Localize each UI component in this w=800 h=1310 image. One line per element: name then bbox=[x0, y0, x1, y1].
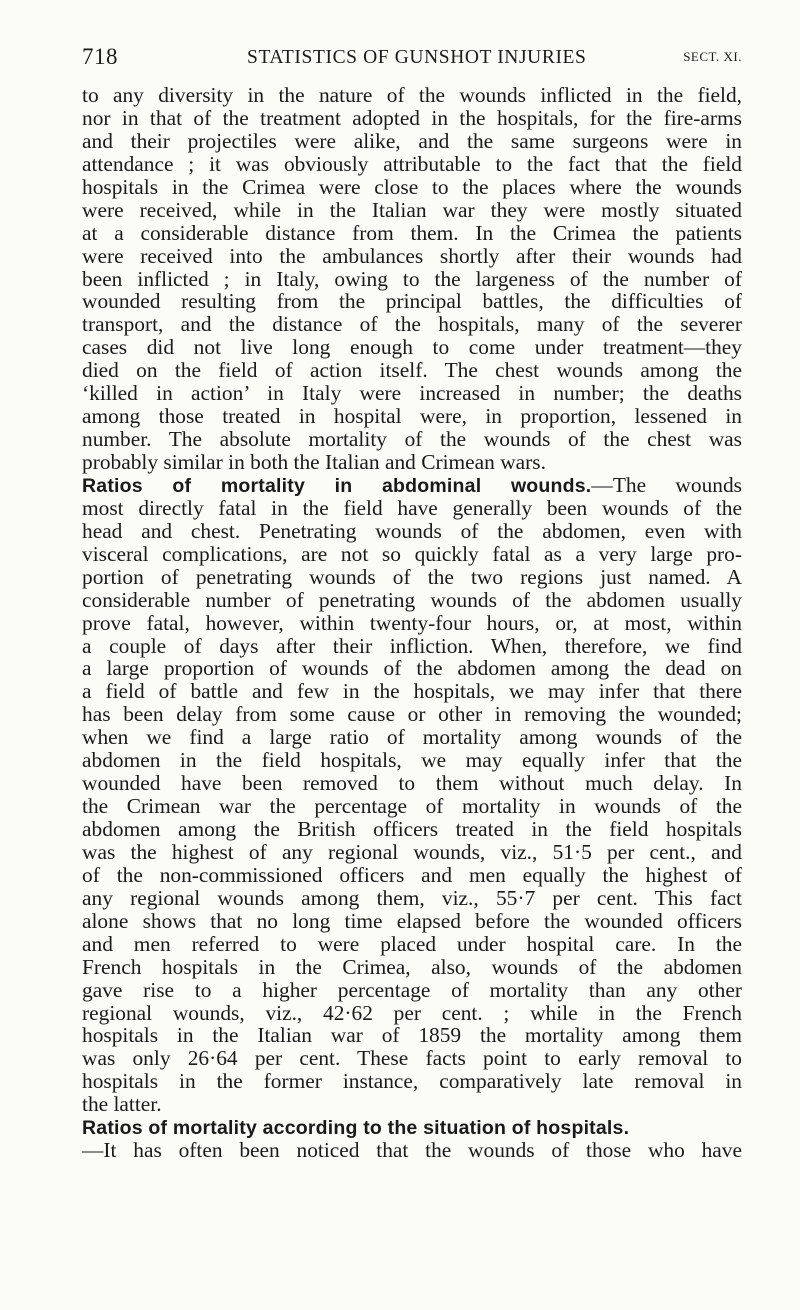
text-line bbox=[82, 795, 742, 818]
line-text: gave rise to a higher percentage of mortality than any other bbox=[82, 977, 742, 1002]
text-line bbox=[82, 84, 742, 107]
line-text: attendance ; it was obviously attributable to the fact that the field bbox=[82, 151, 742, 176]
line-text: and men referred to were placed under hospital care. In the bbox=[82, 931, 742, 956]
text-line bbox=[82, 130, 742, 153]
text-line bbox=[82, 772, 742, 795]
line-text: ‘killed in action’ in Italy were increased in number; the deaths bbox=[82, 381, 742, 406]
section-heading: Ratios of mortality in abdominal wounds. bbox=[82, 474, 592, 497]
line-text: of the non-commissioned officers and men equally the highest of bbox=[82, 862, 742, 887]
text-line bbox=[82, 635, 742, 658]
text-line bbox=[82, 657, 742, 680]
text-line bbox=[82, 1070, 742, 1093]
line-text: died on the field of action itself. The chest wounds among the bbox=[82, 358, 742, 383]
running-header bbox=[82, 44, 742, 74]
text-line bbox=[82, 543, 742, 566]
line-text: and their projectiles were alike, and the same surgeons were in bbox=[82, 128, 742, 153]
text-line bbox=[82, 1002, 742, 1025]
line-text: considerable number of penetrating wounds of the abdomen usually bbox=[82, 587, 742, 612]
line-text: when we find a large ratio of mortality among wounds of the bbox=[82, 725, 742, 750]
text-line bbox=[82, 268, 742, 291]
text-line bbox=[82, 680, 742, 703]
text-line bbox=[82, 1139, 742, 1162]
line-text: portion of penetrating wounds of the two regions just named. A bbox=[82, 564, 742, 589]
text-line bbox=[82, 222, 742, 245]
line-text: were received, while in the Italian war they were mostly situated bbox=[82, 197, 742, 222]
line-text: visceral complications, are not so quickly fatal as a very large pro- bbox=[82, 541, 742, 566]
text-line bbox=[82, 359, 742, 382]
line-text: was the highest of any regional wounds, viz., 51·5 per cent., and bbox=[82, 839, 742, 864]
section-heading: Ratios of mortality according to the situation of hospitals. bbox=[82, 1117, 630, 1140]
text-line bbox=[82, 612, 742, 635]
text-line bbox=[82, 497, 742, 520]
line-text: wounded have been removed to them without much delay. In bbox=[82, 771, 742, 796]
line-text: regional wounds, viz., 42·62 per cent. ; while in the French bbox=[82, 1000, 742, 1025]
text-line bbox=[82, 726, 742, 749]
text-line bbox=[82, 749, 742, 772]
line-text: were received into the ambulances shortly after their wounds had bbox=[82, 243, 742, 268]
text-line bbox=[82, 589, 742, 612]
page-number: 718 bbox=[82, 44, 118, 69]
line-text: a field of battle and few in the hospitals, we may infer that there bbox=[82, 679, 742, 704]
text-line bbox=[82, 405, 742, 428]
text-line bbox=[82, 887, 742, 910]
line-text: probably similar in both the Italian and Crimean wars. bbox=[82, 450, 546, 474]
text-line bbox=[82, 1093, 742, 1116]
line-text: cases did not live long enough to come under treatment—they bbox=[82, 335, 742, 360]
heading-line bbox=[82, 474, 742, 497]
line-text: a couple of days after their infliction. When, therefore, we find bbox=[82, 633, 742, 658]
line-text: been inflicted ; in Italy, owing to the largeness of the number of bbox=[82, 266, 742, 291]
line-text: the latter. bbox=[82, 1092, 162, 1117]
running-title: STATISTICS OF GUNSHOT INJURIES bbox=[247, 47, 587, 68]
text-line bbox=[82, 199, 742, 222]
text-line bbox=[82, 703, 742, 726]
line-text: hospitals in the Crimea were close to the places where the wounds bbox=[82, 174, 742, 199]
line-text: nor in that of the treatment adopted in the hospitals, for the fire-arms bbox=[82, 105, 742, 130]
text-line bbox=[82, 1047, 742, 1070]
line-text: most directly fatal in the field have generally been wounds of the bbox=[82, 495, 742, 520]
text-line bbox=[82, 245, 742, 268]
body-text bbox=[82, 84, 742, 1162]
text-line bbox=[82, 818, 742, 841]
line-text: to any diversity in the nature of the wounds inflicted in the field, bbox=[82, 83, 742, 107]
line-text: was only 26·64 per cent. These facts point to early removal to bbox=[82, 1046, 742, 1071]
text-line bbox=[82, 290, 742, 313]
line-text: number. The absolute mortality of the wounds of the chest was bbox=[82, 427, 742, 452]
line-text: any regional wounds among them, viz., 55·7 per cent. This fact bbox=[82, 885, 742, 910]
text-line bbox=[82, 841, 742, 864]
line-text: among those treated in hospital were, in proportion, lessened in bbox=[82, 404, 742, 429]
line-text: has been delay from some cause or other in removing the wounded; bbox=[82, 702, 742, 727]
section-label: SECT. XI. bbox=[683, 49, 742, 64]
text-line bbox=[82, 313, 742, 336]
line-text: a large proportion of wounds of the abdomen among the dead on bbox=[82, 656, 742, 681]
text-line bbox=[82, 336, 742, 359]
text-line bbox=[82, 428, 742, 451]
line-text: transport, and the distance of the hospitals, many of the severer bbox=[82, 312, 742, 337]
text-line bbox=[82, 956, 742, 979]
line-text: hospitals in the former instance, comparatively late removal in bbox=[82, 1069, 742, 1094]
line-text: abdomen in the field hospitals, we may equally infer that the bbox=[82, 748, 742, 773]
line-text: at a considerable distance from them. In the Crimea the patients bbox=[82, 220, 742, 245]
line-text: head and chest. Penetrating wounds of the abdomen, even with bbox=[82, 518, 742, 543]
text-line bbox=[82, 864, 742, 887]
line-text: —The wounds bbox=[591, 472, 742, 497]
text-line bbox=[82, 933, 742, 956]
line-text: wounded resulting from the principal battles, the difficulties of bbox=[82, 289, 742, 314]
text-line bbox=[82, 910, 742, 933]
heading-line bbox=[82, 1116, 742, 1139]
line-text: the Crimean war the percentage of mortality in wounds of the bbox=[82, 794, 742, 819]
line-text: prove fatal, however, within twenty-four hours, or, at most, within bbox=[82, 610, 742, 635]
line-text: hospitals in the Italian war of 1859 the mortality among them bbox=[82, 1023, 742, 1048]
text-line bbox=[82, 566, 742, 589]
line-text: alone shows that no long time elapsed before the wounded officers bbox=[82, 908, 742, 933]
text-line bbox=[82, 382, 742, 405]
text-line bbox=[82, 176, 742, 199]
text-line bbox=[82, 520, 742, 543]
text-line bbox=[82, 153, 742, 176]
text-line bbox=[82, 1024, 742, 1047]
text-line bbox=[82, 451, 742, 474]
text-line bbox=[82, 107, 742, 130]
line-text: French hospitals in the Crimea, also, wounds of the abdomen bbox=[82, 954, 742, 979]
text-line bbox=[82, 979, 742, 1002]
line-text: —It has often been noticed that the wounds of those who have bbox=[82, 1138, 742, 1163]
line-text: abdomen among the British officers treated in the field hospitals bbox=[82, 817, 742, 841]
